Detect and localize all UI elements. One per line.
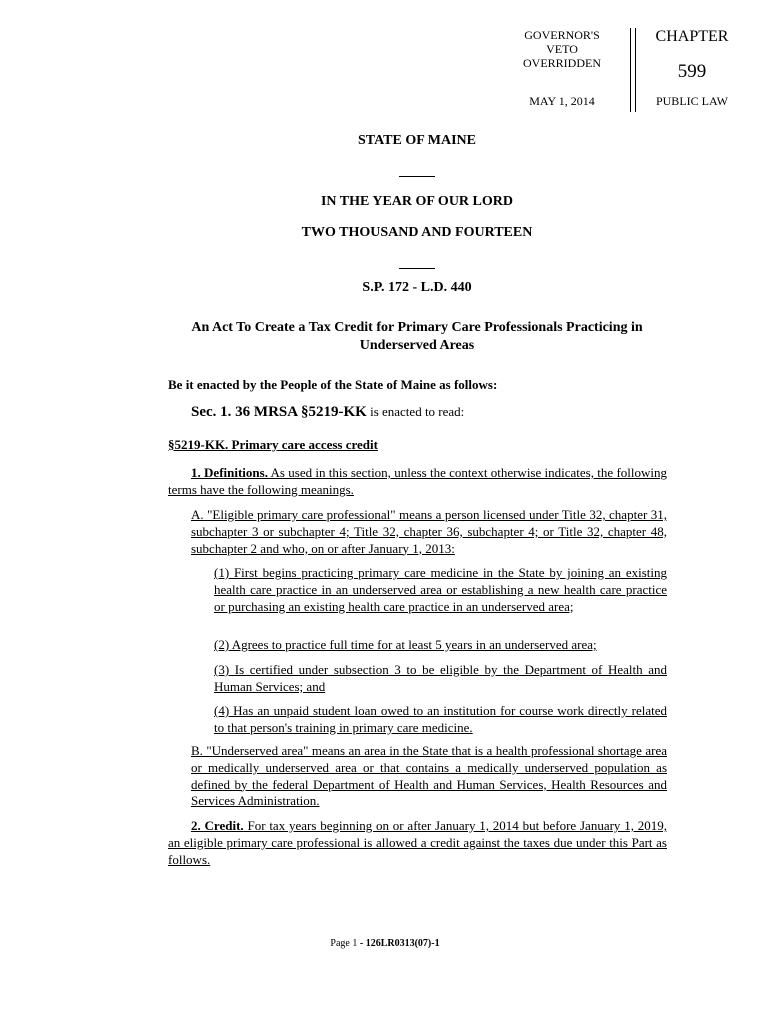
section-intro xyxy=(191,404,464,421)
chapter-number: 599 xyxy=(677,61,707,82)
enactment-date: MAY 1, 2014 xyxy=(529,94,595,108)
subparagraph-2: (2) Agrees to practice full time for at least 5 years in an underserved area; xyxy=(214,637,597,652)
subparagraph-3: (3) Is certified under subsection 3 to be eligible by the Department of Health and Human Services; and xyxy=(214,662,667,694)
bill-number: S.P. 172 - L.D. 440 xyxy=(362,280,472,295)
chapter-label: CHAPTER xyxy=(655,28,729,45)
paragraph-a: A. "Eligible primary care professional" means a person licensed under Title 32, chapter 31, subchapter 3 or subchapter 4; Title 32, chapter 36, subchapter 4; or Title 32, chapter 48, subchapter 2 and who, on or after January 1, 2013: xyxy=(191,507,667,556)
veto-status-block xyxy=(510,28,614,108)
divider-rule xyxy=(399,176,435,177)
status-line-2: VETO xyxy=(546,42,578,56)
act-title xyxy=(166,319,668,355)
subparagraph-1: (1) First begins practicing primary care medicine in the State by joining an existing health care practice in an underserved area or establishing a new health care practice or purchasing an existing health care practice in an underserved area; xyxy=(214,565,667,614)
page-footer xyxy=(0,938,770,949)
status-line-1: GOVERNOR'S xyxy=(524,28,600,42)
section-label: Sec. 1. 36 MRSA §5219-KK xyxy=(191,404,367,420)
act-title-line-2: Underserved Areas xyxy=(359,338,475,353)
header-divider-left xyxy=(630,28,631,112)
divider-rule xyxy=(399,268,435,269)
status-line-3: OVERRIDDEN xyxy=(523,56,601,70)
year-line-1: IN THE YEAR OF OUR LORD xyxy=(320,194,513,209)
subsection-text: For tax years beginning on or after January 1, 2014 but before January 1, 2019, an eligible primary care professional is allowed a credit against the taxes due under this Part as follows. xyxy=(168,818,667,867)
header-divider-right xyxy=(635,28,636,112)
section-heading: §5219-KK. Primary care access credit xyxy=(168,437,378,452)
law-type: PUBLIC LAW xyxy=(655,94,729,108)
subsection-label: 2. Credit. xyxy=(191,818,244,833)
subsection-credit xyxy=(168,818,667,868)
year-line-2: TWO THOUSAND AND FOURTEEN xyxy=(301,225,533,240)
subsection-text: As used in this section, unless the context otherwise indicates, the following terms have the following meanings. xyxy=(168,465,668,497)
enacting-clause: Be it enacted by the People of the State of Maine as follows: xyxy=(168,377,498,392)
subparagraph-4: (4) Has an unpaid student loan owed to an institution for course work directly related to that person's training in primary care medicine. xyxy=(214,703,667,735)
section-text: is enacted to read: xyxy=(366,404,465,419)
page-number: Page 1 xyxy=(330,938,358,949)
paragraph-b: B. "Underserved area" means an area in the State that is a health professional shortage area or medically underserved area or that contains a medically underserved population as defined by the federal Department of Health and Human Services, Health Resources and Services Administration. xyxy=(191,743,667,809)
document-id: - 126LR0313(07)-1 xyxy=(357,938,440,949)
subsection-definitions xyxy=(168,465,667,499)
subsection-label: 1. Definitions. xyxy=(191,465,268,480)
act-title-line-1: An Act To Create a Tax Credit for Primary Care Professionals Practicing in xyxy=(191,320,643,335)
state-name: STATE OF MAINE xyxy=(358,133,476,148)
